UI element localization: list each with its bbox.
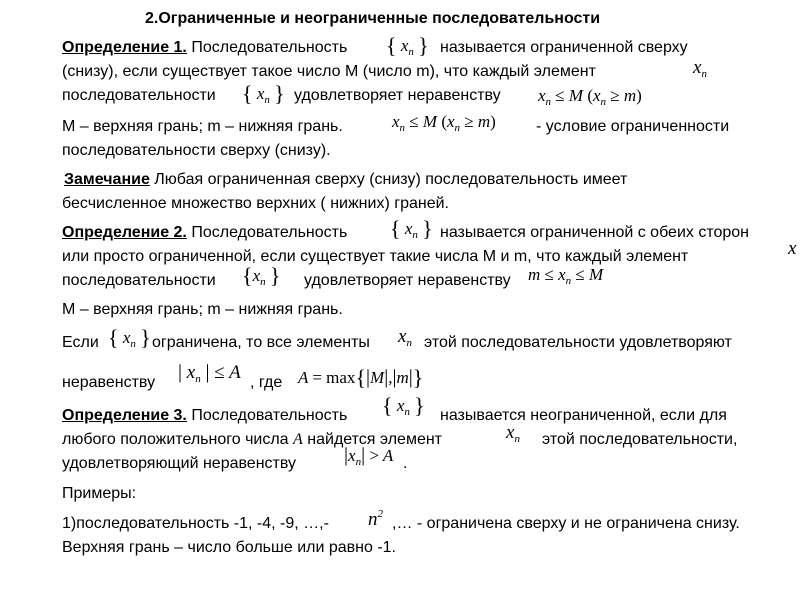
def1-note-1a: М – верхняя грань; m – нижняя грань. <box>62 118 343 135</box>
def3-line1 <box>62 406 347 426</box>
remark-text-2: бесчисленное множество верхних ( нижних) граней. <box>62 195 449 212</box>
def3-text-2a: любого положительного числа <box>62 431 289 448</box>
def1-label: Определение 1. <box>62 39 187 56</box>
bounded-seq-formula: { $x_n$ } <box>108 325 151 350</box>
remark-line1 <box>64 170 627 190</box>
def1-note-2: последовательности сверху (снизу). <box>62 142 331 159</box>
def1-text-2: (снизу), если существует такое число М (число m), что каждый элемент <box>62 63 596 80</box>
def2-seq-formula-2: {$x_n$ } <box>242 263 281 288</box>
def2-note: М – верхняя грань; m – нижняя грань. <box>62 301 343 318</box>
def3-text-1b: называется неограниченной, если для <box>440 407 727 424</box>
def3-element-formula: $x_n$ <box>506 422 520 445</box>
examples-text-2: Верхняя грань – число больше или равно -1. <box>62 539 396 556</box>
def1-text-1b: называется ограниченной сверху <box>440 39 688 56</box>
def3-variable-a: A <box>293 431 303 448</box>
def2-text-2: или просто ограниченной, если существует такие числа М и m, что каждый элемент <box>62 248 689 265</box>
examples-n-squared: $n^2$ <box>368 508 383 530</box>
def3-text-1a: Последовательность <box>191 407 348 424</box>
def3-text-2b: найдется элемент <box>307 431 443 448</box>
def1-note-1b: - условие ограниченности <box>536 118 730 135</box>
examples-heading: Примеры: <box>62 485 137 502</box>
bounded-text-1b: ограничена, то все элементы <box>152 334 370 351</box>
bounded-max-formula: A = max{|M|,|m|} <box>298 365 424 390</box>
bounded-abs-inequality: | $x_n$ | ≤ A <box>178 361 241 385</box>
def1-seq-formula-2: { $x_n$ } <box>242 81 285 106</box>
bounded-text-2b: , где <box>250 374 283 391</box>
examples-text-1a: 1)последовательность -1, -4, -9, …,- <box>62 515 329 532</box>
remark-label: Замечание <box>64 171 150 188</box>
def3-abs-inequality: $|x_n| > A$ <box>344 444 394 468</box>
def2-element-formula: x <box>788 238 797 259</box>
bounded-text-1a: Если <box>62 334 99 351</box>
examples-text-1b: ,… - ограничена сверху и не ограничена снизу. <box>392 515 740 532</box>
def2-inequality: $m \le x_n \le M$ <box>528 265 604 287</box>
def3-text-2c: этой последовательности, <box>542 431 738 448</box>
def2-text-1b: называется ограниченной с обеих сторон <box>440 224 750 241</box>
def2-seq-formula: { $x_n$ } <box>390 216 433 241</box>
remark-text-1: Любая ограниченная сверху (снизу) последовательность имеет <box>154 171 628 188</box>
def1-note-inequality: $x_n \le M$ $(x_n \ge m)$ <box>392 112 496 134</box>
def3-seq-formula: { $x_n$ } <box>382 393 425 418</box>
bounded-element-formula: $x_n$ <box>398 326 412 349</box>
def1-text-3a: последовательности <box>62 87 216 104</box>
def2-text-3a: последовательности <box>62 272 216 289</box>
def1-text-1a: Последовательность <box>191 39 348 56</box>
def1-text-3b: удовлетворяет неравенству <box>294 87 501 104</box>
def3-label: Определение 3. <box>62 407 187 424</box>
def3-text-3b: . <box>403 455 408 472</box>
bounded-text-1c: этой последовательности удовлетворяют <box>424 334 732 351</box>
bounded-text-2a: неравенству <box>62 374 156 391</box>
def3-text-3a: удовлетворяющий неравенству <box>62 455 297 472</box>
def1-line1 <box>62 38 347 58</box>
def2-label: Определение 2. <box>62 224 187 241</box>
def1-inequality: $x_n \le M$ $(x_n \ge m)$ <box>538 86 642 108</box>
def1-seq-formula: { $x_n$ } <box>386 33 429 58</box>
def2-line1 <box>62 223 347 243</box>
def2-text-1a: Последовательность <box>191 224 348 241</box>
def1-element-formula: $x_n$ <box>693 57 707 80</box>
page-title: 2.Ограниченные и неограниченные последовательности <box>145 10 601 27</box>
def2-text-3b: удовлетворяет неравенству <box>304 272 511 289</box>
